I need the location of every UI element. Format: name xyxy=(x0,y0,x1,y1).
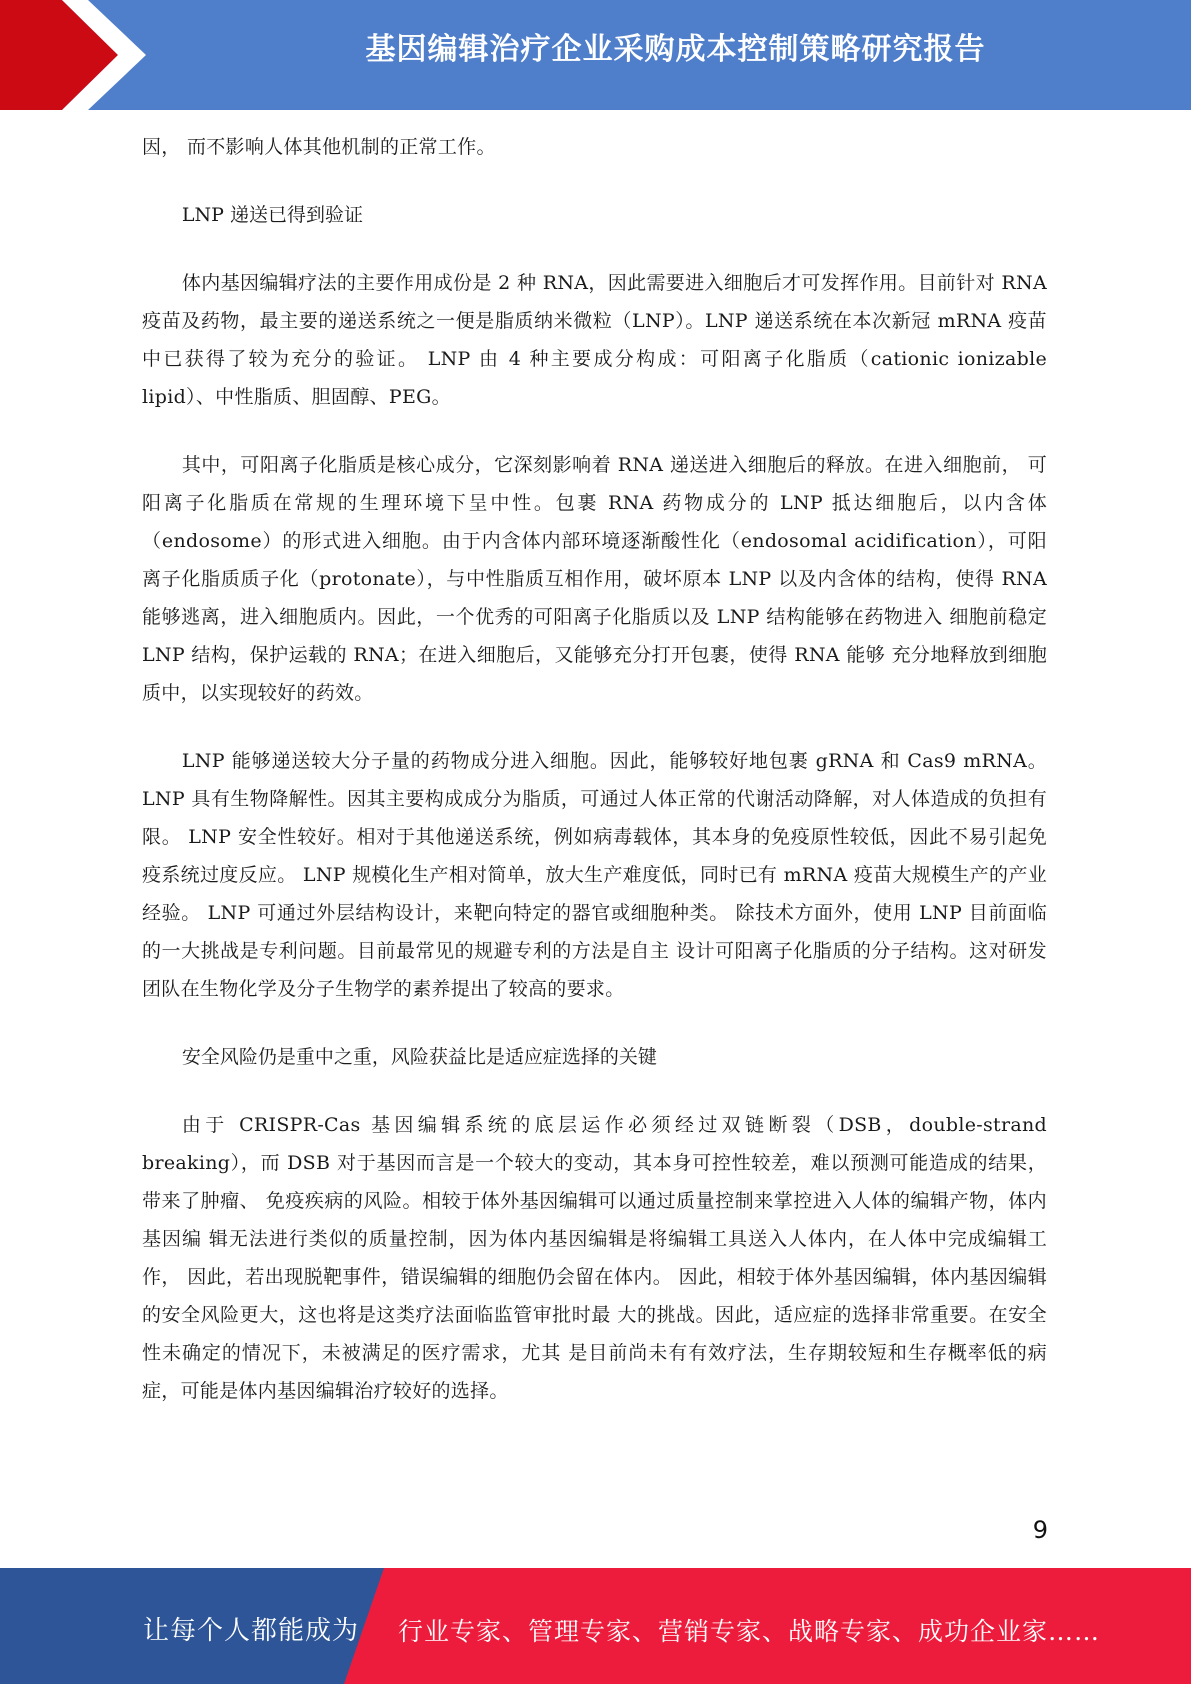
footer-slogan-left: 让每个人都能成为 xyxy=(143,1616,360,1646)
section-heading-safety: 安全风险仍是重中之重，风险获益比是适应症选择的关键 xyxy=(181,1046,657,1068)
paragraph-continuation: 因， 而不影响人体其他机制的正常工作。 xyxy=(142,136,496,158)
section-heading-lnp: LNP 递送已得到验证 xyxy=(181,204,363,226)
report-title: 基因编辑治疗企业采购成本控制策略研究报告 xyxy=(365,32,986,67)
red-chevron-decoration xyxy=(0,0,160,110)
paragraph-lnp-advantages: LNP 能够递送较大分子量的药物成分进入细胞。因此，能够较好地包裹 gRNA 和 Cas9 mRNA。LNP 具有生物降解性。因其主要构成成分为脂质，可通过人体正常的代谢活动降解，对人体造成的负担有限。 LNP 安全性较好。相对于其他递送系统，例如病毒载体，其本身的免疫原性较低，因此不易引起免 疫系统过度反应。 LNP 规模化生产相对简单，放大生产难度低，同时已有 mRNA 疫苗大规模生产的产业经验。 LNP 可通过外层结构设计，来靶向特定的器官或细胞种类。 除技术方面外，使用 LNP 目前面临的一大挑战是专利问题。目前最常见的规避专利的方法是自主 设计可阳离子化脂质的分子结构。这对研发团队在生物化学及分子生物学的素养提出了较高的要求。 xyxy=(142,750,1047,1000)
footer-banner xyxy=(0,1568,1191,1684)
paragraph-safety-risk: 由于 CRISPR-Cas 基因编辑系统的底层运作必须经过双链断裂（DSB，double-strand breaking），而 DSB 对于基因而言是一个较大的变动，其本身可控性较差，难以预测可能造成的结果，带来了肿瘤、 免疫疾病的风险。相较于体外基因编辑可以通过质量控制来掌控进入人体的编辑产物，体内基因编 辑无法进行类似的质量控制，因为体内基因编辑是将编辑工具送入人体内，在人体中完成编辑工作， 因此，若出现脱靶事件，错误编辑的细胞仍会留在体内。 因此，相较于体外基因编辑，体内基因编辑的安全风险更大，这也将是这类疗法面临监管审批时最 大的挑战。因此，适应症的选择非常重要。在安全性未确定的情况下，未被满足的医疗需求，尤其 是目前尚未有有效疗法，生存期较短和生存概率低的病症，可能是体内基因编辑治疗较好的选择。 xyxy=(142,1114,1047,1402)
header-bar xyxy=(0,0,1191,110)
page-number: 9 xyxy=(1032,1516,1048,1544)
paragraph-ionizable-lipid: 其中，可阳离子化脂质是核心成分，它深刻影响着 RNA 递送进入细胞后的释放。在进入细胞前， 可阳离子化脂质在常规的生理环境下呈中性。包裹 RNA 药物成分的 LNP 抵达细胞后，以内含体 （endosome）的形式进入细胞。由于内含体内部环境逐渐酸性化（endosomal acidification），可阳 离子化脂质质子化（protonate），与中性脂质互相作用，破坏原本 LNP 以及内含体的结构，使得 RNA 能够逃离，进入细胞质内。因此，一个优秀的可阳离子化脂质以及 LNP 结构能够在药物进入 细胞前稳定 LNP 结构，保护运载的 RNA；在进入细胞后，又能够充分打开包裹，使得 RNA 能够 充分地释放到细胞质中，以实现较好的药效。 xyxy=(142,454,1047,704)
footer-slogan-right: 行业专家、管理专家、营销专家、战略专家、成功企业家…… xyxy=(398,1617,1101,1646)
paragraph-lnp-intro: 体内基因编辑疗法的主要作用成份是 2 种 RNA，因此需要进入细胞后才可发挥作用。目前针对 RNA 疫苗及药物，最主要的递送系统之一便是脂质纳米微粒（LNP）。LNP 递送系统在本次新冠 mRNA 疫苗中已获得了较为充分的验证。 LNP 由 4 种主要成分构成：可阳离子化脂质（cationic ionizable lipid）、中性脂质、胆固醇、PEG。 xyxy=(142,272,1047,408)
document-body xyxy=(142,128,1047,1440)
